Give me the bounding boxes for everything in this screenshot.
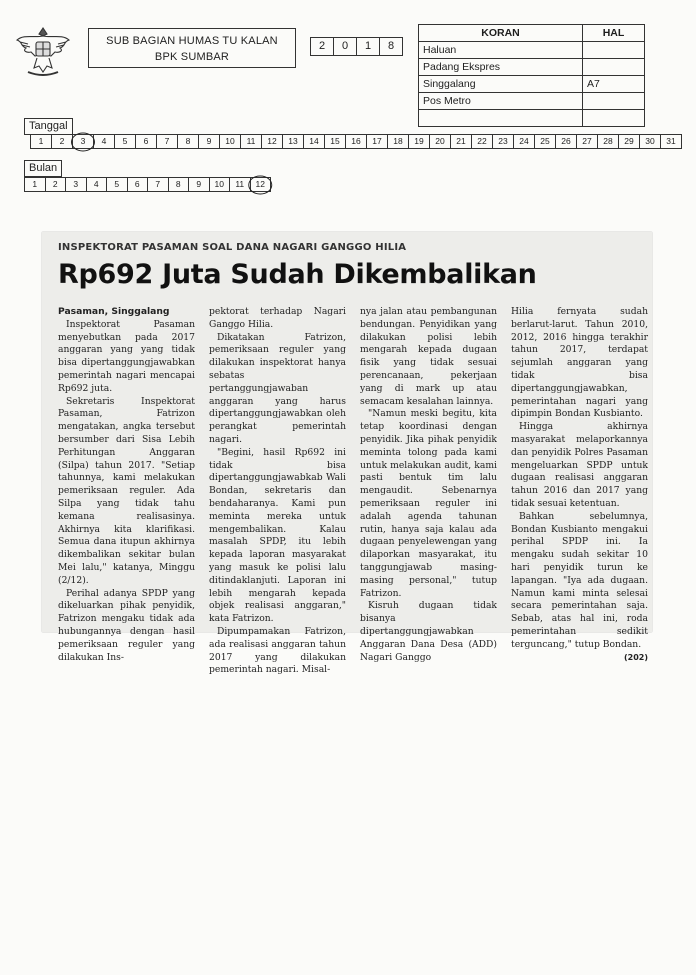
- koran-header: KORAN: [419, 25, 583, 42]
- table-row: [419, 110, 645, 127]
- year-digit: 2: [311, 38, 334, 55]
- selection-circle-icon: [249, 175, 273, 194]
- tanggal-day-cell: 9: [199, 135, 220, 148]
- paragraph: nya jalan atau pembangunan bendungan. Penyidikan yang dilakukan polisi lebih mengarah kepada dugaan fisik yang tidak sesuai perencanaan, pekerjaan yang di mark up atau semacam kesalahan lainnya.: [360, 306, 497, 407]
- bulan-month-cell: 11: [230, 178, 251, 191]
- koran-hal: [583, 110, 645, 127]
- tanggal-day-cell: 5: [115, 135, 136, 148]
- year-digit: 1: [357, 38, 380, 55]
- bulan-label: Bulan: [24, 160, 62, 177]
- bulan-month-cell: 8: [169, 178, 190, 191]
- article-kicker: INSPEKTORAT PASAMAN SOAL DANA NAGARI GANGGO HILIA: [58, 242, 407, 253]
- tanggal-day-cell: 31: [666, 136, 676, 146]
- paragraph: Hingga akhirnya masyarakat melaporkannya dan penyidik Polres Pasaman mengeluarkan SPDP untuk dugaan realisasi anggaran tahun 2016 dan 2017 yang tidak sesuai ketentuan.: [511, 421, 648, 509]
- bulan-month-cell: 6: [128, 178, 149, 191]
- tanggal-day-cell: 19: [409, 135, 430, 148]
- tanggal-day-cell: 15: [325, 135, 346, 148]
- tanggal-day-cell: 25: [535, 135, 556, 148]
- paragraph: Inspektorat Pasaman menyebutkan pada 2017 anggaran yang yang tidak bisa dipertanggungjawabkan pemerintah nagari mencapai Rp692 juta.: [58, 318, 195, 394]
- paragraph: Sekretaris Inspektorat Pasaman, Fatrizon mengatakan, angka tersebut bersumber dari Sisa Lebih Perhitungan Anggaran (Silpa) tahun 2017. "Setiap tahunnya, kami melakukan pemeriksaan reguler. Ada Silpa yang tidak tahu kemana realisasinya. Akhirnya kita klarifikasi. Semua dana itupun akhirnya dikembalikan sekitar bulan Mei lalu," katanya, Minggu (2/12).: [58, 395, 195, 586]
- tanggal-day-cell: 16: [346, 135, 367, 148]
- tanggal-day-cell: 27: [577, 135, 598, 148]
- paragraph: Dikatakan Fatrizon, pemeriksaan reguler yang dilakukan inspektorat hanya sebatas pertanggungjawaban anggaran yang harus dipertanggungjawabkan oleh perangkat pemerintah nagari.: [209, 331, 346, 445]
- koran-hal: [583, 93, 645, 110]
- tanggal-label: Tanggal: [24, 118, 73, 135]
- tanggal-day-cell: 17: [367, 135, 388, 148]
- paragraph: Hilia fernyata sudah berlarut-larut. Tahun 2010, 2012, 2016 hingga terakhir tahun 2017, terdapat sejumlah anggaran yang tidak bisa dipertanggungjawabkan, pemerintahan nagari yang dipimpin Bondan Kusbianto.: [511, 306, 648, 420]
- koran-name: Padang Ekspres: [419, 59, 583, 76]
- tanggal-day-cell: 4: [94, 135, 115, 148]
- paragraph: pektorat terhadap Nagari Ganggo Hilia.: [209, 306, 346, 330]
- bulan-month-cell: 12: [251, 178, 271, 191]
- tanggal-day-cell: 20: [430, 135, 451, 148]
- article-headline: Rp692 Juta Sudah Dikembalikan: [58, 259, 537, 290]
- bulan-month-cell: 5: [107, 178, 128, 191]
- article-column-4: [511, 306, 648, 677]
- tanggal-day-cell: 24: [514, 135, 535, 148]
- office-header-box: [88, 28, 296, 68]
- newspaper-clipping: [42, 232, 652, 676]
- newspaper-table: [418, 24, 645, 127]
- tanggal-day-cell: 30: [640, 135, 661, 148]
- tanggal-day-cell: 3: [73, 135, 94, 148]
- tanggal-day-cell: 2: [52, 135, 73, 148]
- tanggal-day-row: [30, 134, 682, 149]
- article-dateline: Pasaman, Singgalang: [58, 306, 170, 317]
- tanggal-day-cell: 1: [31, 135, 52, 148]
- selection-circle-icon: [71, 132, 95, 151]
- article-column-2: [209, 306, 346, 677]
- tanggal-day-cell: 12: [262, 135, 283, 148]
- tanggal-day-cell: 26: [556, 135, 577, 148]
- office-line-2: BPK SUMBAR: [154, 51, 230, 63]
- tanggal-day-cell: 29: [619, 135, 640, 148]
- bulan-month-row: [24, 177, 271, 192]
- tanggal-day-cell: 13: [283, 135, 304, 148]
- tanggal-day-cell: 10: [220, 135, 241, 148]
- office-line-1: SUB BAGIAN HUMAS TU KALAN: [106, 35, 278, 47]
- tanggal-day-cell: 7: [157, 135, 178, 148]
- koran-hal: [583, 42, 645, 59]
- tanggal-day-cell: 21: [451, 135, 472, 148]
- year-box: [310, 37, 403, 56]
- bulan-month-cell: 9: [189, 178, 210, 191]
- article-body: [58, 306, 648, 677]
- year-digit: 8: [387, 40, 395, 52]
- koran-hal: A7: [583, 76, 645, 93]
- table-row: [419, 59, 645, 76]
- paragraph: Kisruh dugaan tidak bisanya dipertanggungjawabkan Anggaran Dana Desa (ADD) Nagari Ganggo: [360, 600, 497, 663]
- article-column-3: [360, 306, 497, 677]
- bulan-month-cell: 10: [210, 178, 231, 191]
- table-row: [419, 93, 645, 110]
- bulan-month-cell: 2: [46, 178, 67, 191]
- koran-name: Singgalang: [419, 76, 583, 93]
- tanggal-day-cell: 23: [493, 135, 514, 148]
- koran-name: Haluan: [419, 42, 583, 59]
- table-row: [419, 42, 645, 59]
- tanggal-day-cell: 6: [136, 135, 157, 148]
- tanggal-day-cell: 14: [304, 135, 325, 148]
- tanggal-day-cell: 22: [472, 135, 493, 148]
- bulan-month-cell: 7: [148, 178, 169, 191]
- table-row: [419, 76, 645, 93]
- koran-hal: [583, 59, 645, 76]
- koran-name: [419, 110, 583, 127]
- year-digit: 0: [334, 38, 357, 55]
- hal-header: HAL: [583, 25, 645, 42]
- article-code: (202): [623, 652, 648, 662]
- paragraph: Dipumpamakan Fatrizon, ada realisasi anggaran tahun 2017 yang dilakukan pemerintah nagari. Misal-: [209, 625, 346, 676]
- tanggal-day-cell: 8: [178, 135, 199, 148]
- tanggal-day-cell: 18: [388, 135, 409, 148]
- article-column-1: [58, 306, 195, 677]
- garuda-emblem-icon: [14, 22, 72, 82]
- tanggal-day-cell: 28: [598, 135, 619, 148]
- bulan-month-cell: 3: [66, 178, 87, 191]
- koran-name: Pos Metro: [419, 93, 583, 110]
- paragraph: Bahkan sebelumnya, Bondan Kusbianto mengakui perihal SPDP ini. Ia mengaku sudah sekitar 10 hari penyidik turun ke lapangan. "Iya ada dugaan. Namun kami minta selesai secara pemerintahan saja. Sebab, atas hal ini, roda pemerintahan sedikit terguncang," tutup Bondan.: [511, 510, 648, 650]
- paragraph: Perihal adanya SPDP yang dikeluarkan pihak penyidik, Fatrizon mengaku tidak ada hubungannya dengan hasil pemeriksaan reguler yang dilakukan Ins-: [58, 587, 195, 663]
- tanggal-day-cell: 11: [241, 135, 262, 148]
- paragraph: "Namun meski begitu, kita tetap koordinasi dengan penyidik. Jika pihak penyidik meminta tolong pada kami untuk melakukan audit, kami pasti bentuk tim lalu mengaudit. Sebenarnya pemeriksaan reguler ini adalah agenda tahunan rutin, hanya saja kalau ada dugaan penyelewengan yang dilaporkan masyarakat, itu tanggungjawab masing-masing personal," tutup Fatrizon.: [360, 408, 497, 599]
- bulan-month-cell: 4: [87, 178, 108, 191]
- paragraph: "Begini, hasil Rp692 ini tidak bisa dipertanggungjawabkab Wali Bondan, sekretaris dan bendaharanya. Kami pun meminta mereka untuk mengembalikan. Kalau masalah SPDP, itu lebih kepada laporan masyarakat yang masuk ke polisi lalu ditindaklanjuti. Laporan ini lebih mengarah kepada objek realisasi anggaran," kata Fatrizon.: [209, 446, 346, 625]
- bulan-month-cell: 1: [25, 178, 46, 191]
